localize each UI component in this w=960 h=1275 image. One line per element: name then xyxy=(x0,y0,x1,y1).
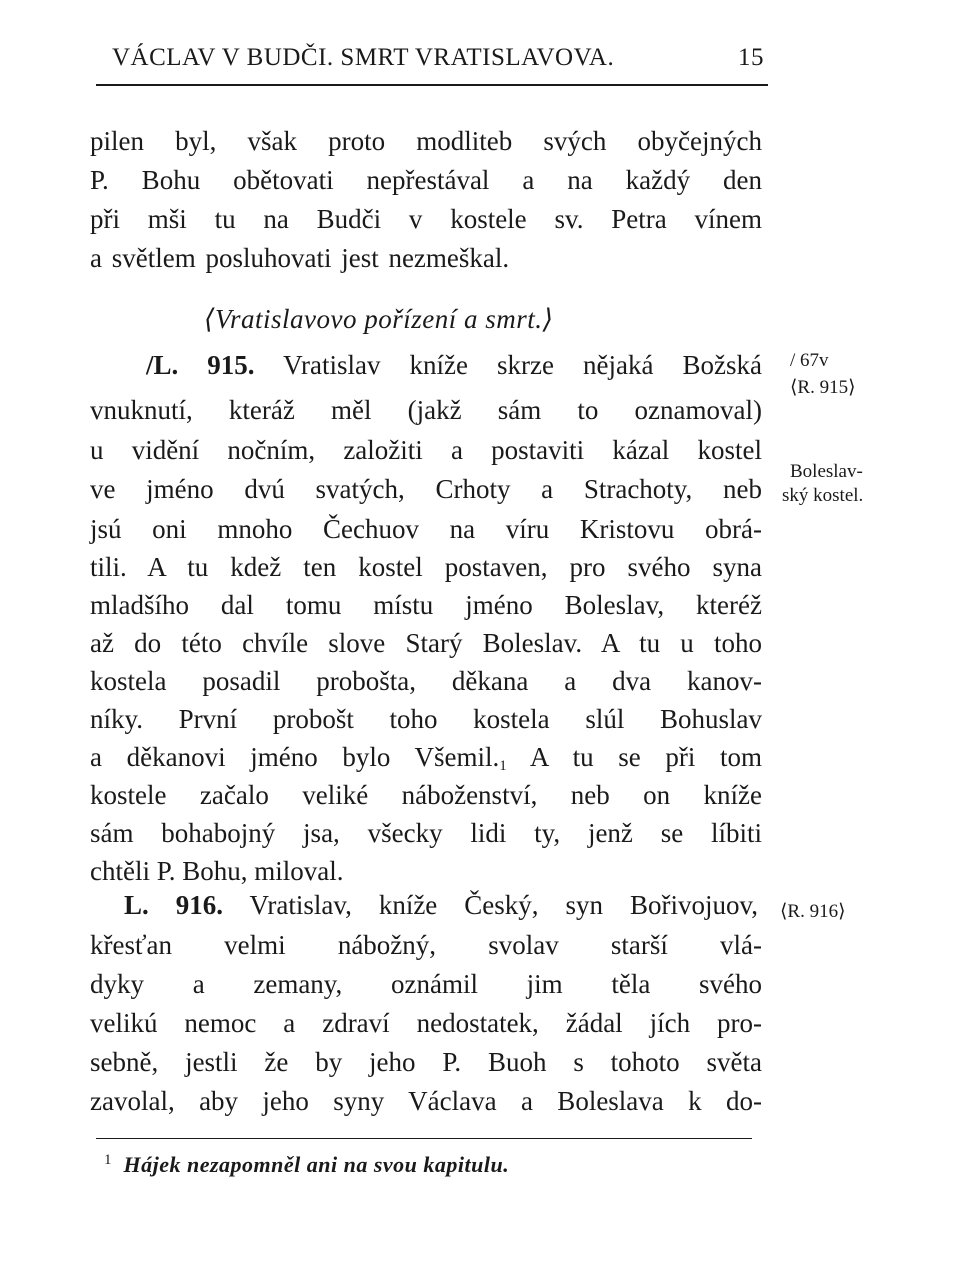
body-line: tili. A tu kdež ten kostel postaven, pro svého syna xyxy=(90,552,762,582)
body-line-footnote xyxy=(90,744,762,774)
footnote xyxy=(104,1152,509,1178)
body-line: u vidění nočním, založiti a postaviti kázal kostel xyxy=(90,435,762,465)
footnote-text: Hájek nezapomněl ani na svou kapitulu. xyxy=(123,1152,510,1177)
margin-folio-note: / 67v xyxy=(790,350,829,371)
running-header xyxy=(112,44,764,72)
margin-year-note: ⟨R. 916⟩ xyxy=(780,901,846,922)
body-line: pilen byl, však proto modliteb svých obyčejných xyxy=(90,126,762,156)
body-line: kostele začalo veliké náboženství, neb on kníže xyxy=(90,780,762,810)
body-line: a světlem posluhovati jest nezmeškal. xyxy=(90,243,510,273)
body-text: A tu se při tom xyxy=(506,742,763,772)
body-line: chtěli P. Bohu, miloval. xyxy=(90,856,344,886)
body-line: sám bohabojný jsa, všecky lidi ty, jenž se líbiti xyxy=(90,818,762,848)
footnote-reference: 1 xyxy=(499,758,507,774)
body-text: Vratislav, kníže Český, syn Bořivojuov, xyxy=(249,890,758,920)
margin-boleslav-note-line1: Boleslav- xyxy=(790,461,863,482)
body-line: velikú nemoc a zdraví nedostatek, žádal jích pro- xyxy=(90,1008,762,1038)
header-rule xyxy=(96,84,768,86)
body-line: vnuknutí, kteráž měl (jakž sám to oznamoval) xyxy=(90,395,762,425)
body-line: jsú oni mnoho Čechuov na víru Kristovu obrá- xyxy=(90,514,762,544)
body-line: křesťan velmi nábožný, svolav starší vlá- xyxy=(90,930,762,960)
section-heading: ⟨Vratislavovo pořízení a smrt.⟩ xyxy=(204,304,554,334)
body-text: a děkanovi jméno bylo Všemil. xyxy=(90,742,500,772)
body-line: dyky a zemany, oznámil jim těla svého xyxy=(90,969,762,999)
body-text: Vratislav kníže skrze nějaká Božská xyxy=(283,350,763,380)
body-line: zavolal, aby jeho syny Václava a Boleslava k do- xyxy=(90,1086,762,1116)
footnote-rule xyxy=(96,1138,752,1139)
margin-boleslav-note-line2: ský kostel. xyxy=(782,485,864,506)
body-line: níky. První probošt toho kostela slúl Bohuslav xyxy=(90,704,762,734)
body-line: až do této chvíle slove Starý Boleslav. A tu u toho xyxy=(90,628,762,658)
body-line: sebně, jestli že by jeho P. Buoh s tohoto světa xyxy=(90,1047,762,1077)
body-line: při mši tu na Budči v kostele sv. Petra vínem xyxy=(90,204,762,234)
body-line: ve jméno dvú svatých, Crhoty a Strachoty, neb xyxy=(90,474,762,504)
margin-year-note: ⟨R. 915⟩ xyxy=(790,377,856,398)
year-marker: L. 916. xyxy=(124,890,223,920)
running-title: VÁCLAV V BUDČI. SMRT VRATISLAVOVA. xyxy=(112,44,615,71)
footnote-mark: 1 xyxy=(104,1152,112,1168)
body-line: mladšího dal tomu místu jméno Boleslav, kteréž xyxy=(90,590,762,620)
body-line-first xyxy=(124,892,758,919)
page-number: 15 xyxy=(738,44,764,71)
year-marker: /L. 915. xyxy=(146,350,255,380)
body-line-first xyxy=(146,352,762,379)
body-line: P. Bohu obětovati nepřestával a na každý den xyxy=(90,165,762,195)
body-line: kostela posadil probošta, děkana a dva kanov- xyxy=(90,666,762,696)
